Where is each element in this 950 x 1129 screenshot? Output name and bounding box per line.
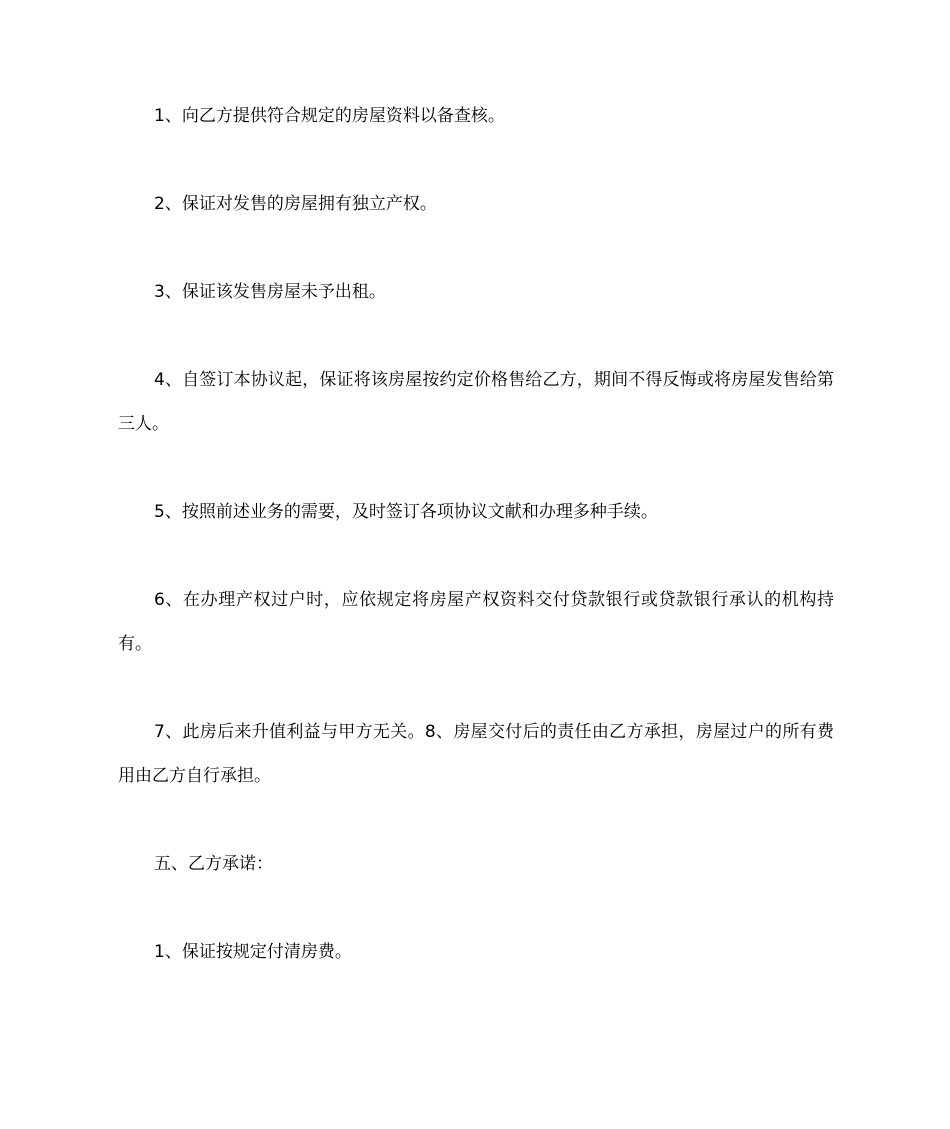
- buyer-clause-1: 1、保证按规定付清房费。: [154, 942, 352, 962]
- paragraph-gap: [118, 226, 834, 270]
- seller-clause-1: 1、向乙方提供符合规定的房屋资料以备查核。: [154, 106, 505, 126]
- seller-clause-5: 5、按照前述业务的需要，及时签订各项协议文献和办理多种手续。: [154, 502, 658, 522]
- section-heading-buyer-commitments: 五、乙方承诺：: [154, 854, 273, 874]
- paragraph-gap: [118, 666, 834, 710]
- seller-clause-4: 4、自签订本协议起，保证将该房屋按约定价格售给乙方，期间不得反悔或将房屋发售给第三人。: [118, 370, 834, 434]
- paragraph-gap: [118, 886, 834, 930]
- seller-clause-3: 3、保证该发售房屋未予出租。: [154, 282, 386, 302]
- paragraph-gap: [118, 798, 834, 842]
- paragraph-gap: [118, 534, 834, 578]
- paragraph-gap: [118, 138, 834, 182]
- seller-clause-6: 6、在办理产权过户时，应依规定将房屋产权资料交付贷款银行或贷款银行承认的机构持有。: [118, 590, 834, 654]
- document-body: [118, 94, 834, 974]
- paragraph-gap: [118, 446, 834, 490]
- seller-clause-7-8: 7、此房后来升值利益与甲方无关。8、房屋交付后的责任由乙方承担，房屋过户的所有费用由乙方自行承担。: [118, 722, 834, 786]
- seller-clause-2: 2、保证对发售的房屋拥有独立产权。: [154, 194, 437, 214]
- paragraph-gap: [118, 314, 834, 358]
